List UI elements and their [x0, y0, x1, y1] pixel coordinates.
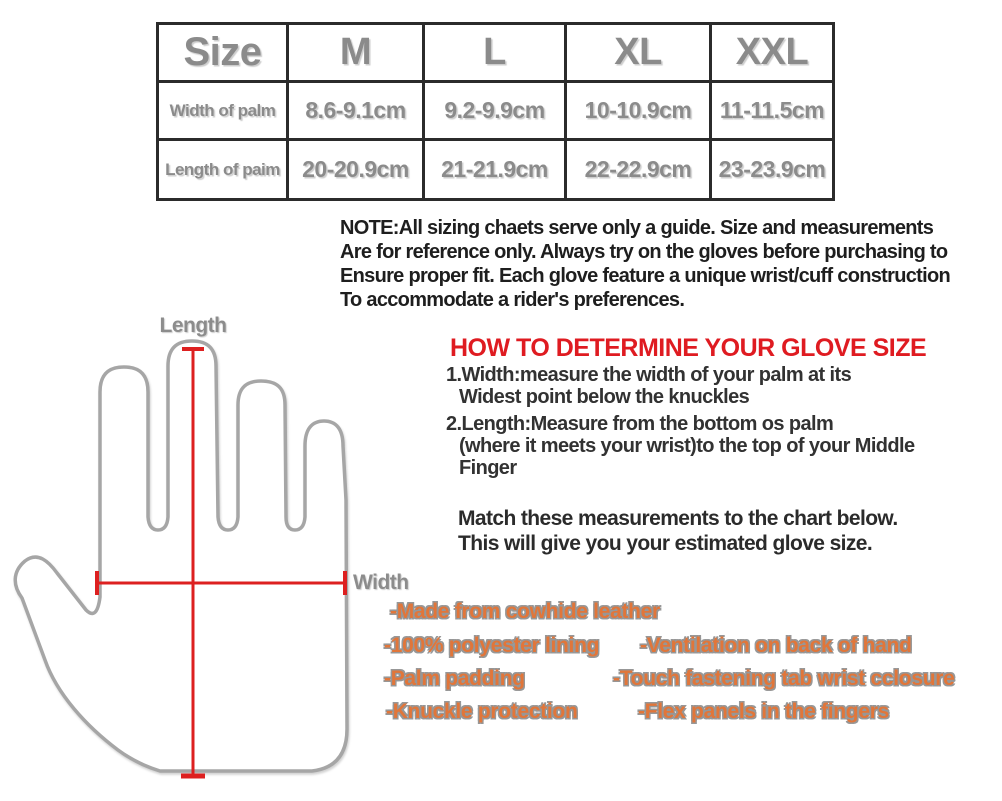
- feature-knuckle-protection: -Knuckle protection: [386, 700, 578, 723]
- step2-line-1: 2.Length:Measure from the bottom os palm: [446, 413, 834, 435]
- feature-cowhide-leather: -Made from cowhide leather: [390, 600, 660, 623]
- width-value-m: 8.6-9.1cm: [288, 82, 424, 140]
- step-width-instruction: [446, 364, 851, 408]
- sizing-note: [340, 216, 950, 312]
- note-line-2: Are for reference only. Always try on the gloves before purchasing to: [340, 241, 948, 263]
- hand-outline-icon: [15, 341, 347, 771]
- note-line-3: Ensure proper fit. Each glove feature a unique wrist/cuff construction: [340, 265, 950, 287]
- match-line-2: This will give you your estimated glove size.: [458, 532, 873, 555]
- match-instruction: [458, 506, 898, 556]
- row-label-length-of-palm: Length of paim: [158, 140, 288, 200]
- step-length-instruction: [446, 413, 915, 479]
- step1-line-1: 1.Width:measure the width of your palm at its: [446, 364, 852, 386]
- feature-palm-padding: -Palm padding: [384, 667, 525, 690]
- step2-line-2: (where it meets your wrist)to the top of your Middle: [459, 435, 915, 457]
- width-value-xxl: 11-11.5cm: [711, 82, 834, 140]
- width-value-l: 9.2-9.9cm: [424, 82, 566, 140]
- step1-line-2: Widest point below the knuckles: [459, 386, 750, 408]
- feature-wrist-closure: -Touch fastening tab wrist cclosure: [613, 667, 955, 690]
- width-value-xl: 10-10.9cm: [566, 82, 711, 140]
- table-header-m: M: [288, 24, 424, 82]
- row-label-width-of-palm: Width of palm: [158, 82, 288, 140]
- feature-polyester-lining: -100% polyester lining: [384, 634, 600, 657]
- feature-ventilation: -Ventilation on back of hand: [640, 634, 912, 657]
- table-row-length-of-palm: [158, 140, 834, 200]
- length-label: Length: [159, 314, 227, 337]
- table-header-row: [158, 24, 834, 82]
- table-header-xl: XL: [566, 24, 711, 82]
- table-header-xxl: XXL: [711, 24, 834, 82]
- match-line-1: Match these measurements to the chart below.: [458, 507, 898, 530]
- hand-diagram: [0, 330, 440, 801]
- feature-flex-panels: -Flex panels in the fingers: [638, 700, 889, 723]
- step2-line-3: Finger: [459, 457, 517, 479]
- length-value-xxl: 23-23.9cm: [711, 140, 834, 200]
- note-line-4: To accommodate a rider's preferences.: [340, 289, 685, 311]
- how-to-title: HOW TO DETERMINE YOUR GLOVE SIZE: [450, 334, 927, 362]
- length-value-m: 20-20.9cm: [288, 140, 424, 200]
- table-header-size: Size: [158, 24, 288, 82]
- length-value-xl: 22-22.9cm: [566, 140, 711, 200]
- table-row-width-of-palm: [158, 82, 834, 140]
- size-chart-table: [156, 22, 835, 201]
- length-value-l: 21-21.9cm: [424, 140, 566, 200]
- width-label: Width: [353, 571, 409, 594]
- table-header-l: L: [424, 24, 566, 82]
- note-line-1: NOTE:All sizing chaets serve only a guide. Size and measurements: [340, 217, 934, 239]
